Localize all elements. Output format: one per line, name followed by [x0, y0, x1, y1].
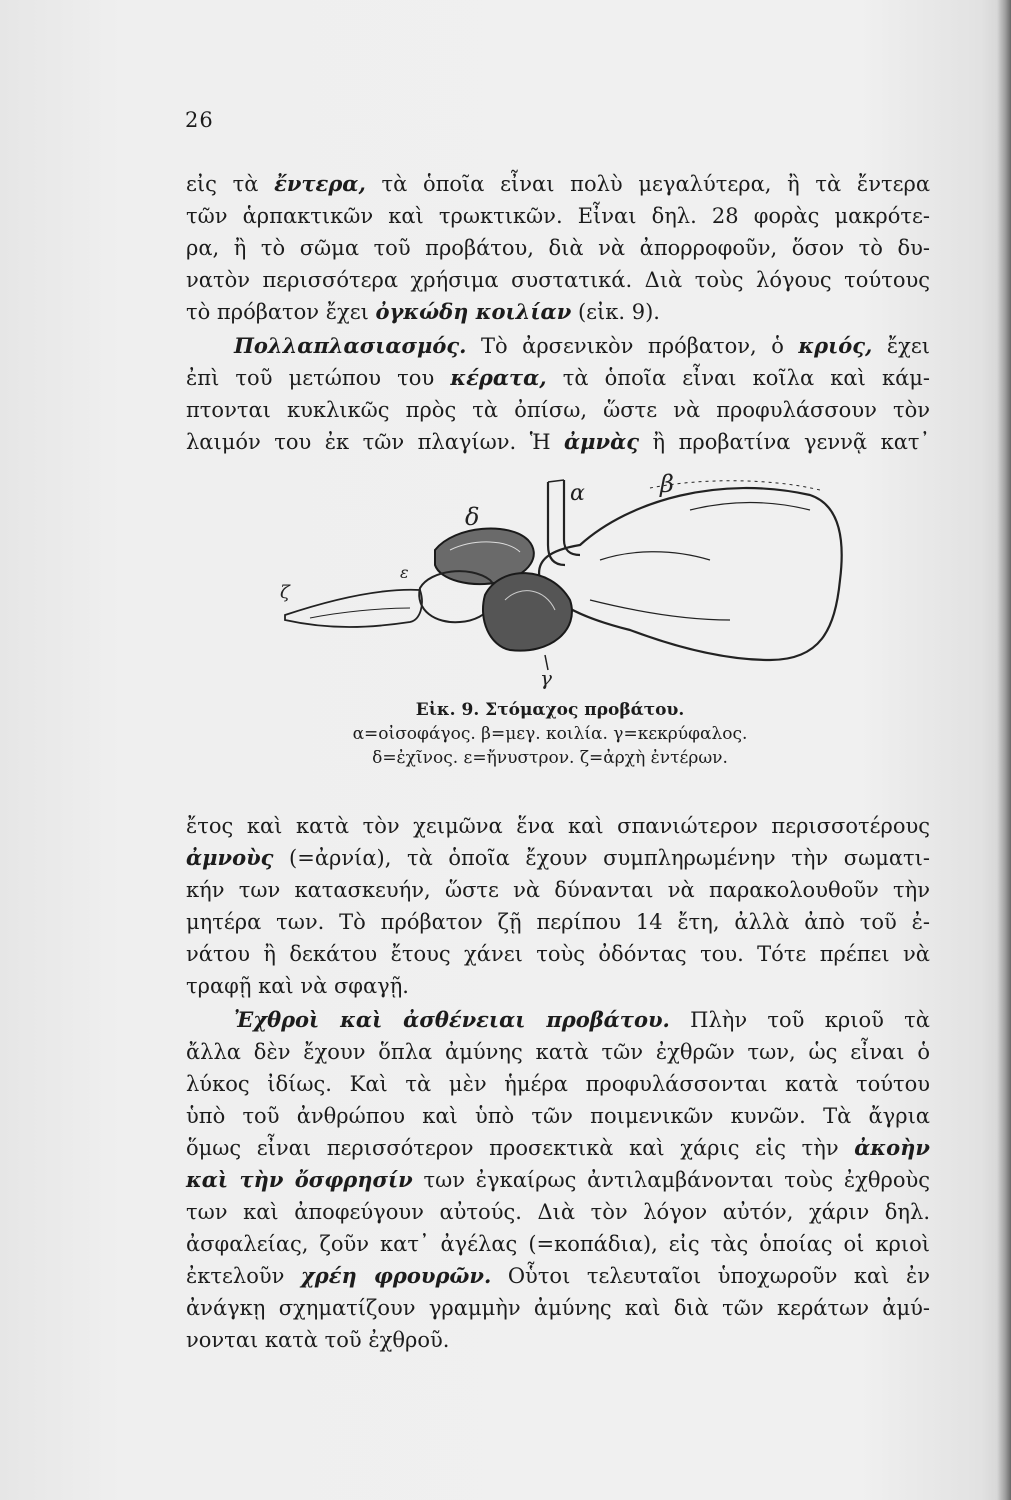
text-line: ἀνάγκῃ σχηματίζουν γραμμὴν ἀμύνης καὶ διὰ τῶν κεράτων ἀμύ- [186, 1296, 930, 1320]
stomach-illustration [250, 470, 850, 690]
text-line: των καὶ ἀποφεύγουν αὐτούς. Διὰ τὸν λόγον αὐτόν, χάριν δηλ. [186, 1200, 930, 1224]
figure-sheep-stomach [250, 470, 850, 690]
text-line: νατὸν περισσότερα χρήσιμα συστατικά. Διὰ τοὺς λόγους τούτους [186, 268, 930, 292]
text-line: ἐπὶ τοῦ μετώπου του κέρατα, τὰ ὁποῖα εἶναι κοῖλα καὶ κάμ- [186, 365, 930, 390]
label-e: ε [400, 563, 409, 582]
page-number: 26 [185, 108, 214, 132]
text-line: Ἐχθροὶ καὶ ἀσθένειαι προβάτου. Πλὴν τοῦ κριοῦ τὰ [234, 1007, 930, 1032]
label-z: ζ [280, 582, 290, 603]
section-heading-enemies: Ἐχθροὶ καὶ ἀσθένειαι προβάτου. [234, 1007, 670, 1032]
text-line: ἀσφαλείας, ζοῦν κατ᾿ ἀγέλας (=κοπάδια), εἰς τὰς ὁποίας οἱ κριοὶ [186, 1232, 930, 1256]
text-line: ἀμνοὺς (=ἀρνία), τὰ ὁποῖα ἔχουν συμπληρωμένην τὴν σωματι- [186, 845, 930, 870]
caption-legend-1: α=οἰσοφάγος. β=μεγ. κοιλία. γ=κεκρύφαλος. [352, 724, 748, 744]
text-line: νονται κατὰ τοῦ ἐχθροῦ. [186, 1328, 450, 1352]
section-heading-reproduction: Πολλαπλασιασμός. [234, 333, 467, 358]
label-c: γ [540, 666, 552, 690]
paragraph-reproduction [186, 330, 930, 458]
text-line: τῶν ἁρπακτικῶν καὶ τρωκτικῶν. Εἶναι δηλ. 28 φορὰς μακρότε- [186, 204, 930, 228]
text-line: πτονται κυκλικῶς πρὸς τὰ ὀπίσω, ὥστε νὰ προφυλάσσουν τὸν [186, 398, 930, 422]
caption-title: Εἰκ. 9. Στόμαχος προβάτου. [415, 700, 685, 720]
label-b: β [660, 470, 674, 498]
figure-caption [250, 698, 850, 770]
text-line: λαιμόν του ἐκ τῶν πλαγίων. Ἡ ἀμνὰς ἢ προβατίνα γεννᾷ κατ᾿ [186, 429, 930, 454]
label-a: α [570, 481, 585, 506]
text-line: τὸ πρόβατον ἔχει ὀγκώδη κοιλίαν (εἰκ. 9). [186, 299, 660, 324]
text-line: μητέρα των. Τὸ πρόβατον ζῇ περίπου 14 ἔτη, ἀλλὰ ἀπὸ τοῦ ἐ- [186, 910, 930, 934]
text-line: κήν των κατασκευήν, ὥστε νὰ δύνανται νὰ παρακολουθοῦν τὴν [186, 878, 930, 902]
paragraph-intestines [186, 168, 930, 328]
text-line: ὑπὸ τοῦ ἀνθρώπου καὶ ὑπὸ τῶν ποιμενικῶν κυνῶν. Τὰ ἄγρια [186, 1104, 930, 1128]
page-edge-shadow [997, 0, 1011, 1500]
text-line: καὶ τὴν ὄσφρησίν των ἐγκαίρως ἀντιλαμβάνονται τοὺς ἐχθροὺς [186, 1167, 931, 1192]
text-line: ὅμως εἶναι περισσότερον προσεκτικὰ καὶ χάρις εἰς τὴν ἀκοὴν [186, 1135, 930, 1160]
caption-legend-2: δ=ἐχῖνος. ε=ἤνυστρον. ζ=ἀρχὴ ἐντέρων. [372, 748, 728, 768]
text-line: νάτου ἢ δεκάτου ἔτους χάνει τοὺς ὀδόντας του. Τότε πρέπει νὰ [186, 942, 930, 966]
text-line: ἄλλα δὲν ἔχουν ὅπλα ἀμύνης κατὰ τῶν ἐχθρῶν των, ὡς εἶναι ὁ [186, 1040, 930, 1064]
paragraph-lambs [186, 810, 930, 1002]
text-line: εἰς τὰ ἔντερα, τὰ ὁποῖα εἶναι πολὺ μεγαλύτερα, ἢ τὰ ἔντερα [186, 171, 930, 196]
paragraph-enemies [186, 1004, 930, 1356]
text-line: λύκος ἰδίως. Καὶ τὰ μὲν ἡμέρα προφυλάσσονται κατὰ τούτου [186, 1072, 930, 1096]
text-line: ἔτος καὶ κατὰ τὸν χειμῶνα ἕνα καὶ σπανιώτερον περισσοτέρους [186, 814, 930, 838]
text-line: τραφῇ καὶ νὰ σφαγῇ. [186, 974, 409, 998]
text-line: ἐκτελοῦν χρέη φρουρῶν. Οὗτοι τελευταῖοι ὑποχωροῦν καὶ ἐν [186, 1263, 930, 1288]
text-line: Πολλαπλασιασμός. Τὸ ἀρσενικὸν πρόβατον, ὁ κριός, ἔχει [234, 333, 930, 358]
label-d: δ [465, 503, 480, 531]
text-line: ρα, ἢ τὸ σῶμα τοῦ προβάτου, διὰ νὰ ἀπορροφοῦν, ὅσον τὸ δυ- [186, 236, 930, 260]
